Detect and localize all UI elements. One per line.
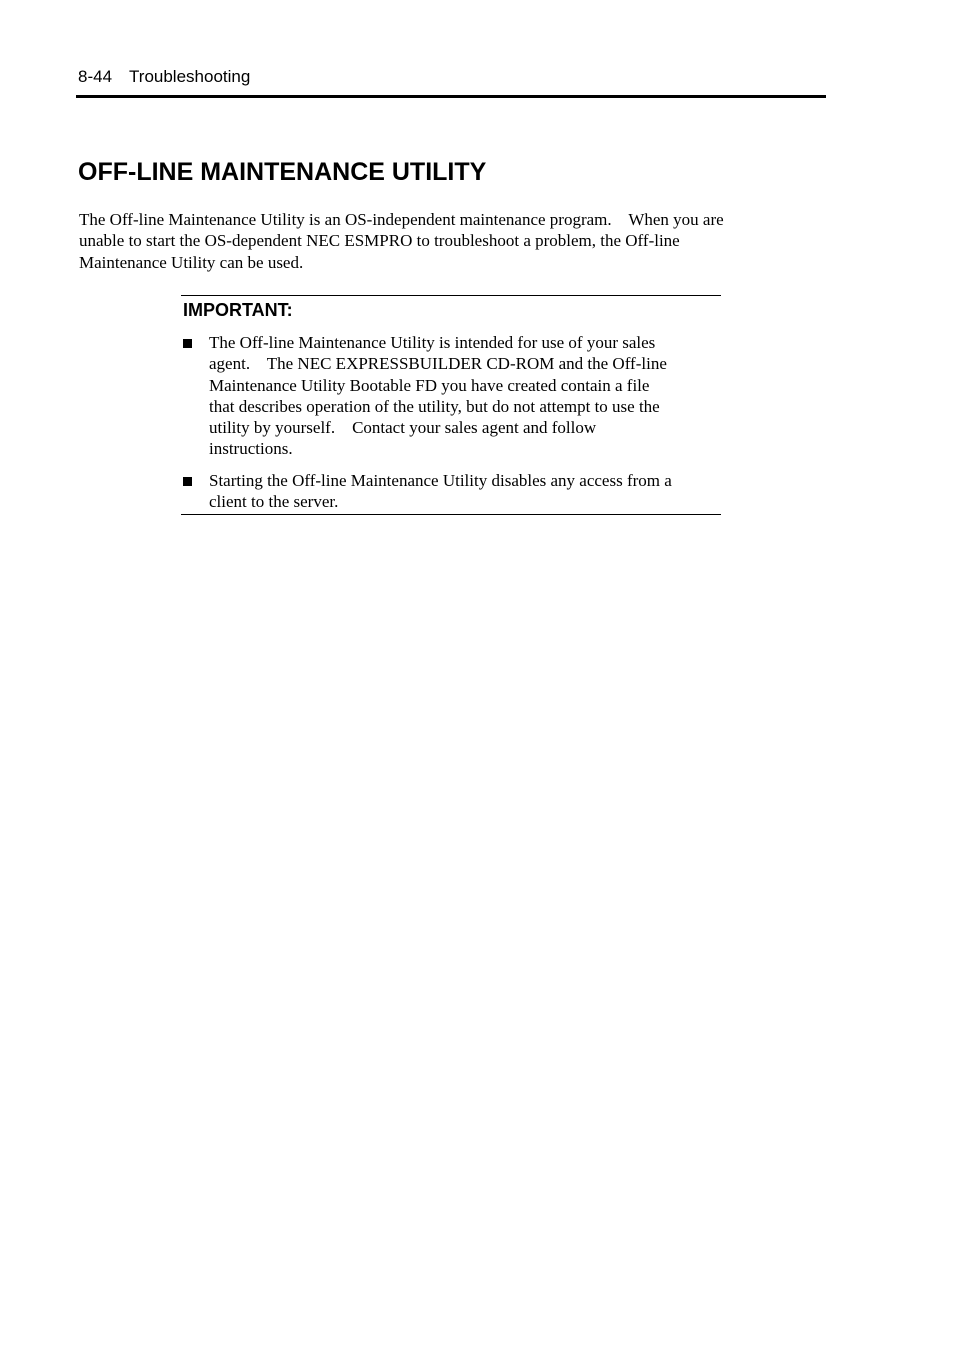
intro-paragraph: [79, 209, 799, 273]
notice-item-line: Starting the Off-line Maintenance Utility disables any access from a: [209, 471, 672, 490]
intro-line: unable to start the OS-dependent NEC ESMPRO to troubleshoot a problem, the Off-line: [79, 231, 680, 251]
notice-title: IMPORTANT:: [183, 300, 293, 320]
intro-line: The Off-line Maintenance Utility is an OS-independent maintenance program. When you are: [79, 210, 724, 229]
intro-line: Maintenance Utility can be used.: [79, 252, 304, 272]
chapter-name: Troubleshooting: [129, 67, 251, 86]
notice-item-line: Maintenance Utility Bootable FD you have created contain a file: [209, 375, 650, 395]
notice-item-text: [209, 470, 721, 513]
important-notice: [181, 295, 721, 515]
header-rule: [76, 95, 826, 98]
notice-item-line: that describes operation of the utility, but do not attempt to use the: [209, 396, 660, 416]
running-header: [78, 66, 250, 88]
square-bullet-icon: [183, 477, 192, 486]
notice-item-line: utility by yourself. Contact your sales agent and follow: [209, 418, 597, 438]
square-bullet-icon: [183, 339, 192, 348]
section-title: OFF-LINE MAINTENANCE UTILITY: [78, 158, 487, 186]
notice-item-line: The Off-line Maintenance Utility is intended for use of your sales: [209, 333, 656, 352]
notice-item-line: instructions.: [209, 439, 293, 459]
notice-item-text: [209, 332, 721, 460]
page-number: 8-44: [78, 67, 113, 86]
notice-item-line: agent. The NEC EXPRESSBUILDER CD-ROM and the Off-line: [209, 354, 667, 374]
notice-item-line: client to the server.: [209, 492, 339, 512]
